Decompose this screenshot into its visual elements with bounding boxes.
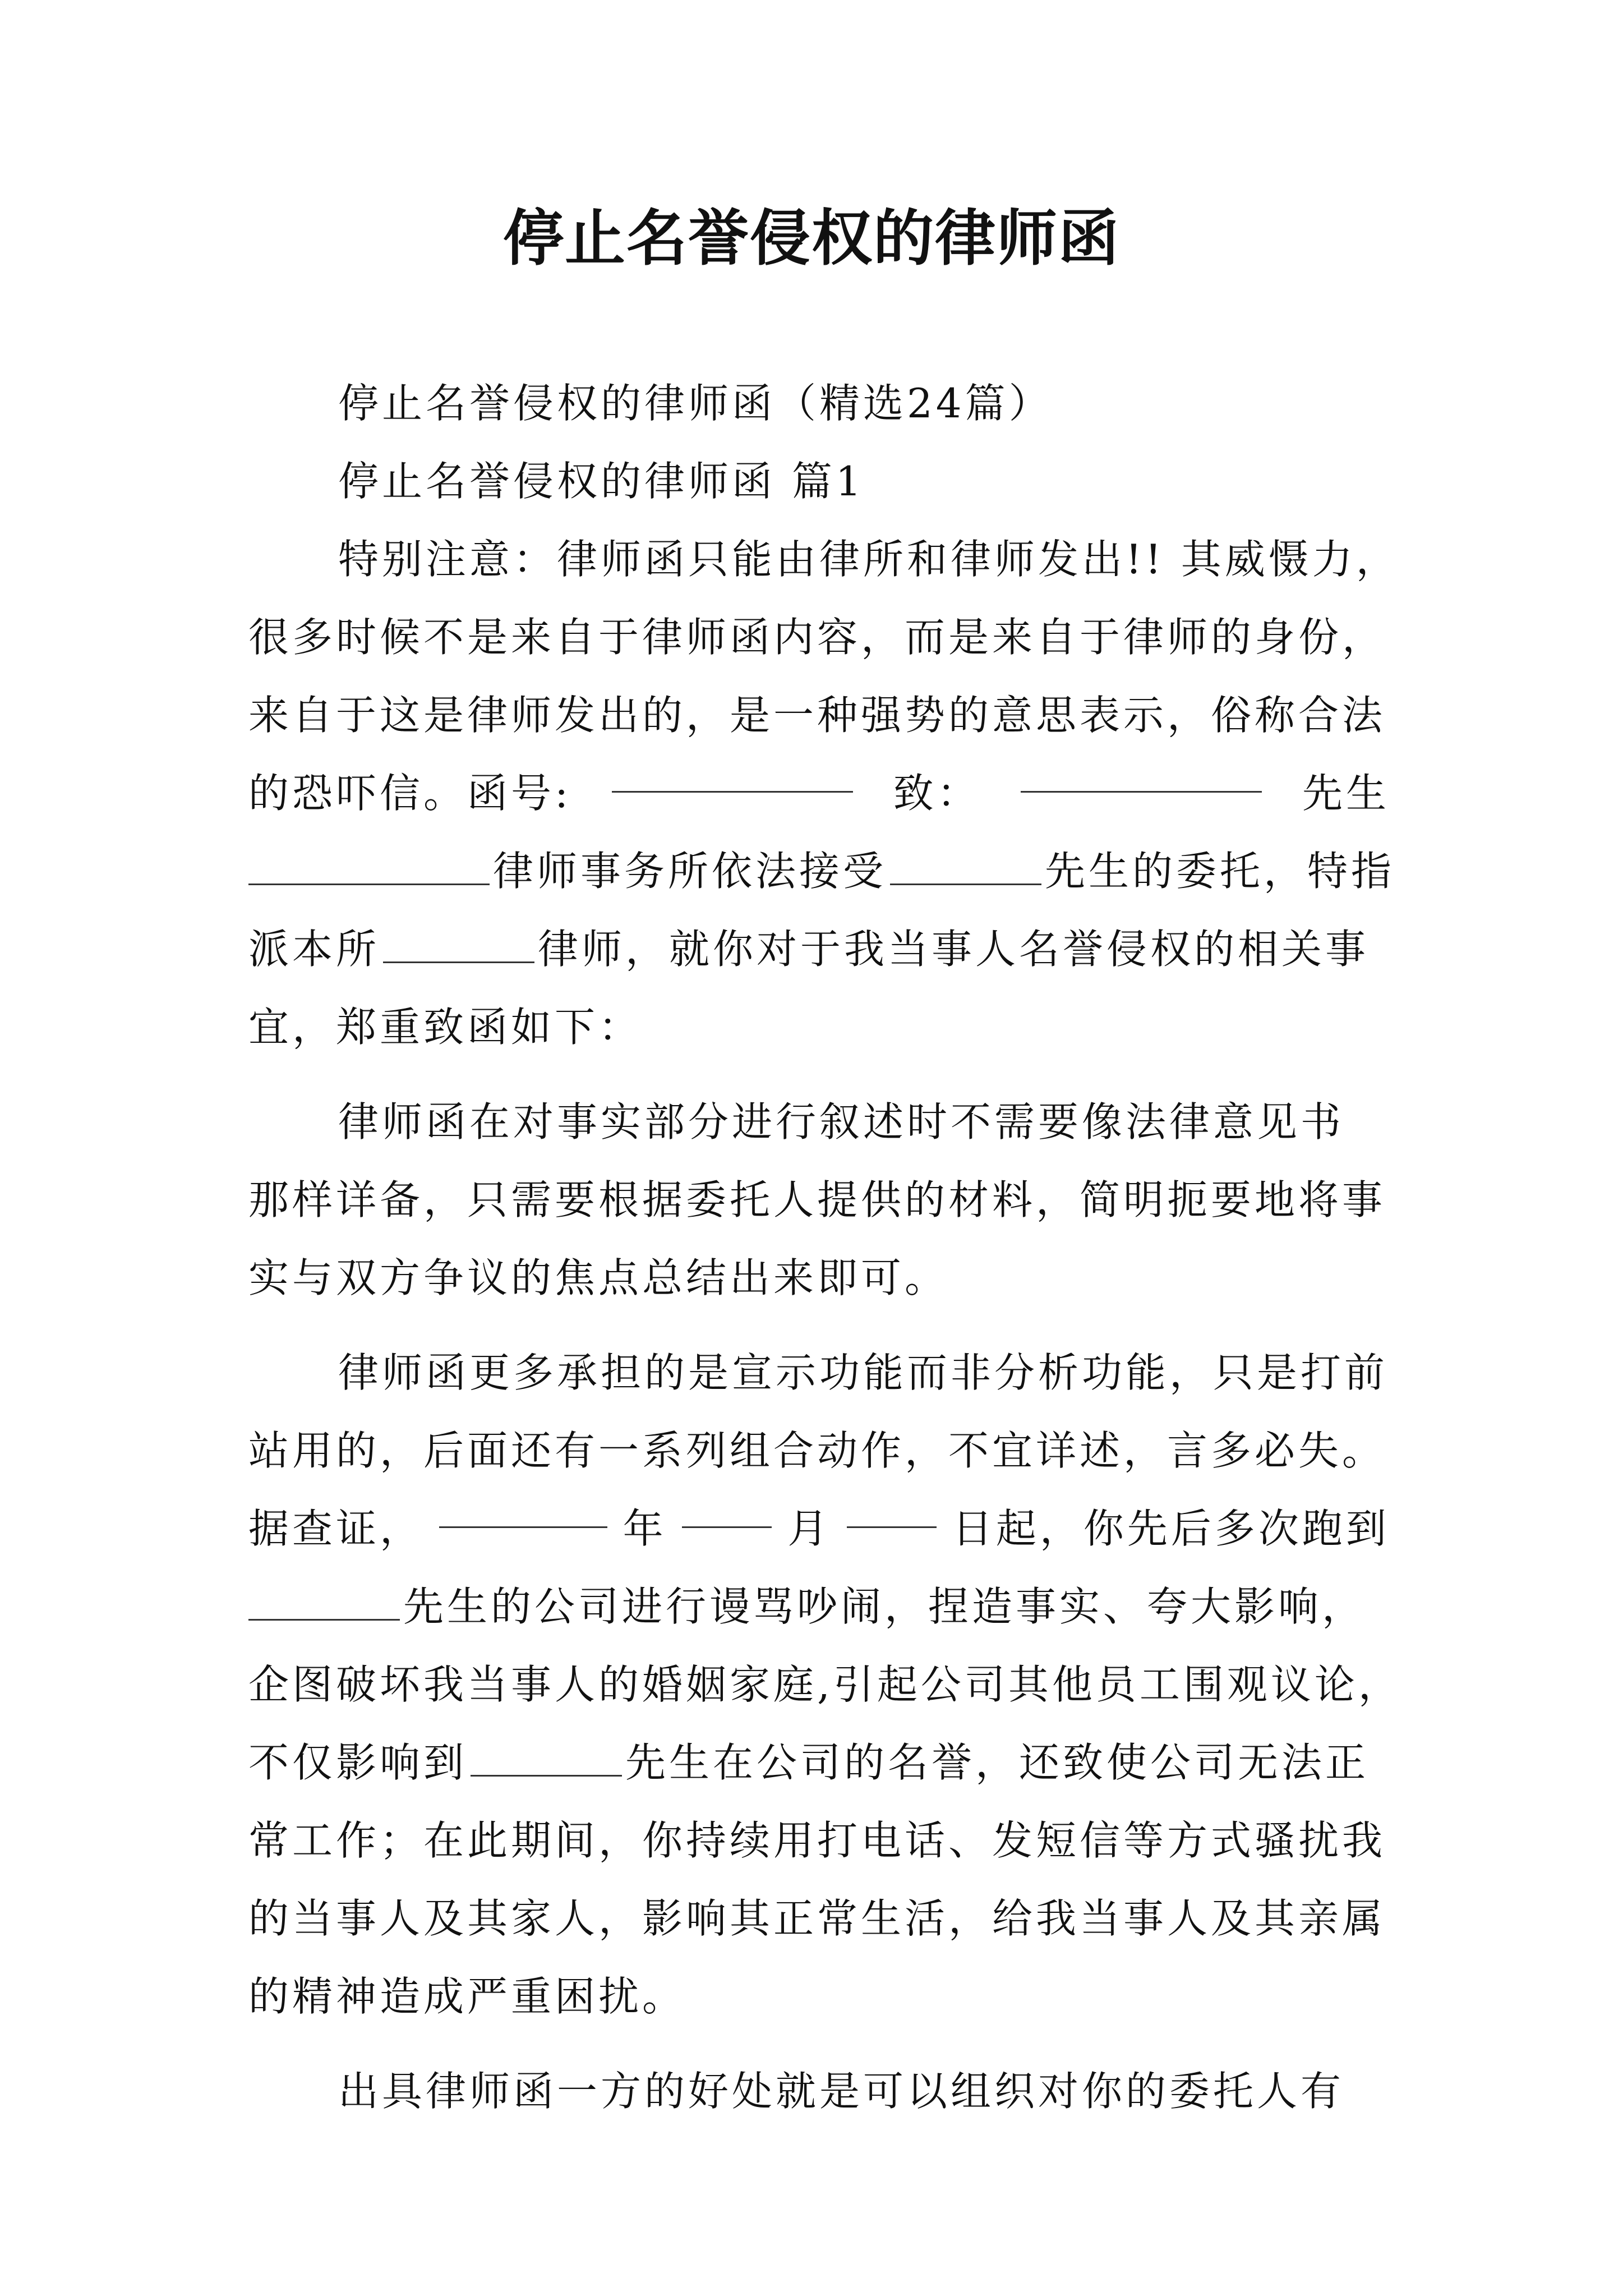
paragraph-line: 的当事人及其家人，影响其正常生活，给我当事人及其亲属	[248, 1895, 1386, 1942]
paragraph-line: 特别注意：律师函只能由律所和律师发出!! 其威慑力，	[338, 536, 1400, 583]
paragraph-1	[248, 521, 1400, 1066]
day-blank	[847, 1490, 937, 1528]
month-blank	[682, 1490, 772, 1528]
text-fragment: 先生	[1302, 770, 1390, 817]
text-fragment: 日起，你先后多次跑到	[952, 1505, 1390, 1552]
client-name-blank	[471, 1738, 622, 1777]
paragraph-line: 宜，郑重致函如下：	[248, 1004, 643, 1051]
paragraph-line: 来自于这是律师发出的，是一种强势的意思表示，俗称合法	[248, 692, 1386, 739]
text-fragment: 先生在公司的名誉，还致使公司无法正	[625, 1739, 1370, 1786]
paragraph-line: 企图破坏我当事人的婚姻家庭,引起公司其他员工围观议论，	[248, 1661, 1402, 1708]
text-fragment: 据查证，	[248, 1505, 424, 1552]
year-blank	[439, 1490, 607, 1528]
paragraph-line: 站用的，后面还有一系列组合动作，不宜详述，言多必失。	[248, 1427, 1386, 1474]
paragraph-3	[248, 1334, 1402, 2036]
text-fragment: 律师，就你对于我当事人名誉侵权的相关事	[538, 926, 1370, 973]
text-fragment: 月	[787, 1505, 832, 1552]
text-fragment: 律师事务所依法接受	[493, 848, 887, 895]
text-fragment: 致：	[893, 770, 981, 817]
article-heading: 停止名誉侵权的律师函 篇1	[338, 458, 865, 505]
law-firm-blank	[248, 847, 490, 885]
paragraph-line	[248, 754, 1390, 832]
text-fragment: 的恐吓信。函号:	[248, 770, 572, 817]
paragraph-4	[248, 2053, 1390, 2131]
paragraph-line: 那样详备，只需要根据委托人提供的材料，简明扼要地将事	[248, 1176, 1386, 1223]
paragraph-line: 实与双方争议的焦点总结出来即可。	[248, 1254, 949, 1301]
client-name-blank	[890, 847, 1041, 885]
paragraph-line	[248, 1568, 1390, 1646]
recipient-blank	[1021, 754, 1262, 793]
client-name-blank	[248, 1582, 400, 1621]
document-body	[248, 365, 1402, 2131]
collection-heading: 停止名誉侵权的律师函（精选24篇）	[338, 380, 1053, 427]
text-fragment: 派本所	[248, 926, 380, 973]
paragraph-line: 律师函更多承担的是宣示功能而非分析功能，只是打前	[338, 1349, 1389, 1396]
paragraph-line: 常工作；在此期间，你持续用打电话、发短信等方式骚扰我	[248, 1817, 1386, 1864]
text-fragment: 不仅影响到	[248, 1739, 468, 1786]
letter-number-blank	[612, 754, 853, 793]
paragraph-line: 的精神造成严重困扰。	[248, 1973, 686, 2020]
paragraph-line	[248, 1490, 1390, 1568]
text-fragment: 年	[623, 1505, 667, 1552]
text-fragment: 先生的公司进行谩骂吵闹，捏造事实、夸大影响，	[403, 1583, 1366, 1630]
document-title: 停止名誉侵权的律师函	[502, 203, 1120, 274]
paragraph-line	[248, 1724, 1390, 1802]
paragraph-line: 律师函在对事实部分进行叙述时不需要像法律意见书	[338, 1098, 1345, 1145]
paragraph-line	[248, 832, 1395, 910]
paragraph-line: 出具律师函一方的好处就是可以组织对你的委托人有	[338, 2068, 1345, 2115]
paragraph-line: 很多时候不是来自于律师函内容，而是来自于律师的身份，	[248, 614, 1386, 661]
paragraph-line	[248, 910, 1390, 988]
paragraph-2	[248, 1083, 1390, 1317]
text-fragment: 先生的委托，特指	[1045, 848, 1395, 895]
lawyer-name-blank	[383, 925, 534, 963]
